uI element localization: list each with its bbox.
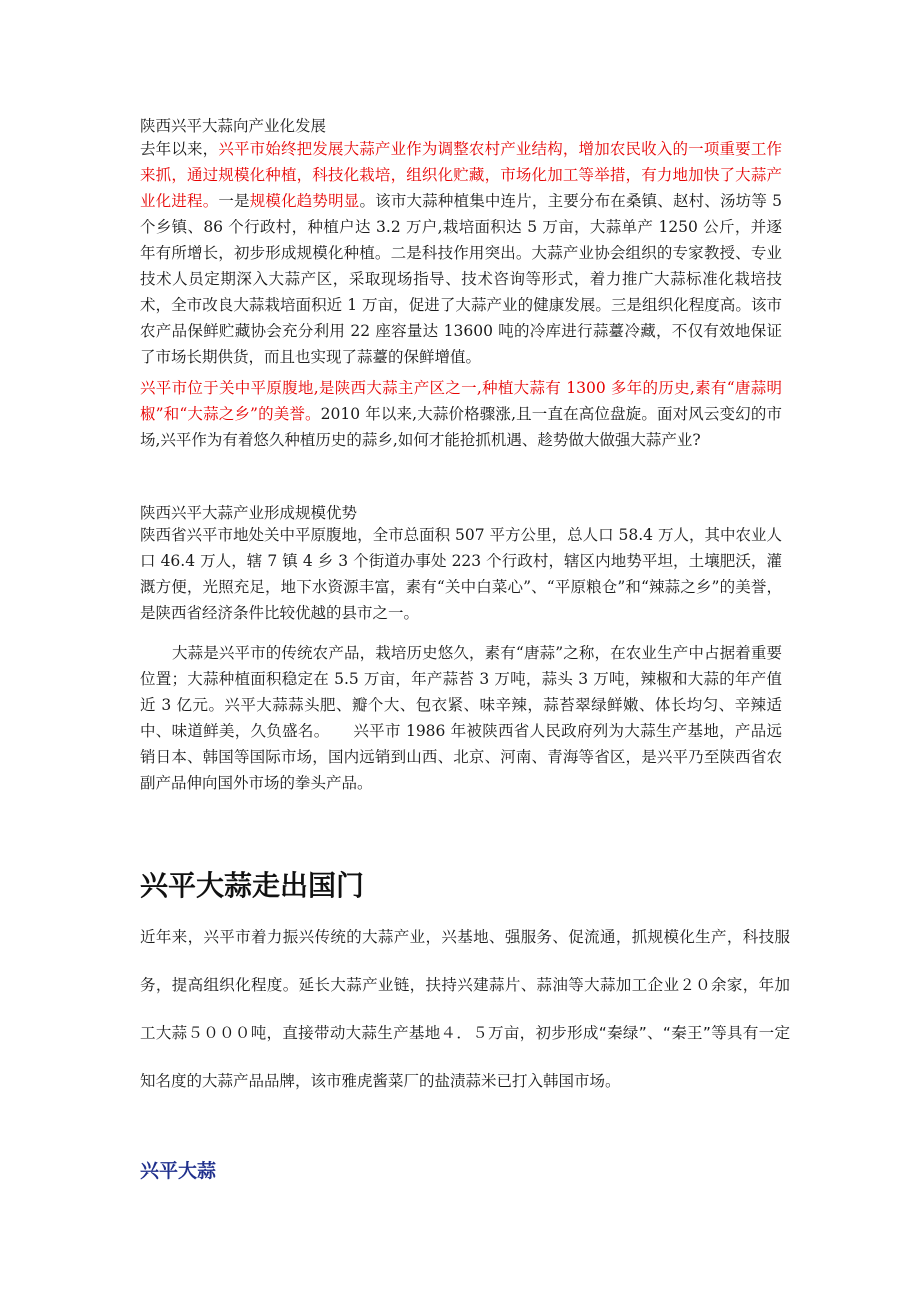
text-span: 一是 [218,192,250,210]
section-title-scale-advantage: 陕西兴平大蒜产业形成规模优势 [140,504,358,522]
section-title-industrialization: 陕西兴平大蒜向产业化发展 [140,117,327,135]
heading-export: 兴平大蒜走出国门 [140,869,365,902]
paragraph-export: 近年来，兴平市着力振兴传统的大蒜产业，兴基地、强服务、促流通，抓规模化生产，科技服务，提高组织化程度。延长大蒜产业链，扶持兴建蒜片、蒜油等大蒜加工企业２０余家，年加工大蒜５０００吨，直接带动大蒜生产基地４．５万亩，初步形成“秦绿”、“秦王”等具有一定知名度的大蒜产品品牌，该市雅虎酱菜厂的盐渍蒜米已打入韩国市场。 [140,928,790,1090]
text-span: 。该市大蒜种植集中连片，主要分布在桑镇、赵村、汤坊等 5 个乡镇、86 个行政村，种植户达 3.2 万户,栽培面积达 5 万亩，大蒜单产 1250 公斤，并逐年有所增长，初步形成规模化种植。二是科技作用突出。大蒜产业协会组织的专家教授、专业技术人员定期深入大蒜产区，采取现场指导、技术咨询等形式，着力推广大蒜标准化栽培技术，全市改良大蒜栽培面积近 1 万亩，促进了大蒜产业的健康发展。三是组织化程度高。该市农产品保鲜贮藏协会充分利用 22 座容量达 13600 吨的冷库进行蒜薹冷藏，不仅有效地保证了市场长期供货，而且也实现了蒜薹的保鲜增值。 [140,192,782,366]
paragraph-geography: 陕西省兴平市地处关中平原腹地，全市总面积 507 平方公里，总人口 58.4 万人，其中农业人口 46.4 万人，辖 7 镇 4 乡 3 个街道办事处 223 个行政村，辖区内地势平坦，土壤肥沃，灌溉方便，光照充足，地下水资源丰富，素有“关中白菜心”、“平原粮仓”和“辣蒜之乡”的美誉，是陕西省经济条件比较优越的县市之一。 [140,526,782,622]
paragraph-traditional-product: 大蒜是兴平市的传统农产品，栽培历史悠久，素有“唐蒜”之称，在农业生产中占据着重要位置；大蒜种植面积稳定在 5.5 万亩，年产蒜苔 3 万吨，蒜头 3 万吨，辣椒和大蒜的年产值近 3 亿元。兴平大蒜蒜头肥、瓣个大、包衣紧、味辛辣，蒜苔翠绿鲜嫩、体长均匀、辛辣适中、味道鲜美，久负盛名。 兴平市 1986 年被陕西省人民政府列为大蒜生产基地，产品远销日本、韩国等国际市场，国内远销到山西、北京、河南、青海等省区，是兴平乃至陕西省农副产品伸向国外市场的拳头产品。 [140,644,782,792]
highlighted-text: 兴平市始终把发展大蒜产业作为调整农村产业结构，增加农民收入的一项重要工作来抓，通过规模化种植，科技化栽培，组织化贮藏，市场化加工等举措，有力地加快了大蒜产业化进程。 [140,140,782,210]
subheading-xingping-garlic: 兴平大蒜 [140,1160,217,1182]
highlighted-text: 规模化趋势明显 [249,192,360,210]
paragraph-industrialization [140,136,782,370]
text-span: 2010 年以来,大蒜价格骤涨,且一直在高位盘旋。面对风云变幻的市场,兴平作为有着悠久种植历史的蒜乡,如何才能抢抓机遇、趁势做大做强大蒜产业? [140,405,782,449]
highlighted-text: 兴平市位于关中平原腹地,是陕西大蒜主产区之一,种植大蒜有 1300 多年的历史,素有“唐蒜明椒”和“大蒜之乡”的美誉。 [140,379,782,423]
paragraph-history [140,375,782,453]
text-span: 去年以来， [140,140,219,158]
